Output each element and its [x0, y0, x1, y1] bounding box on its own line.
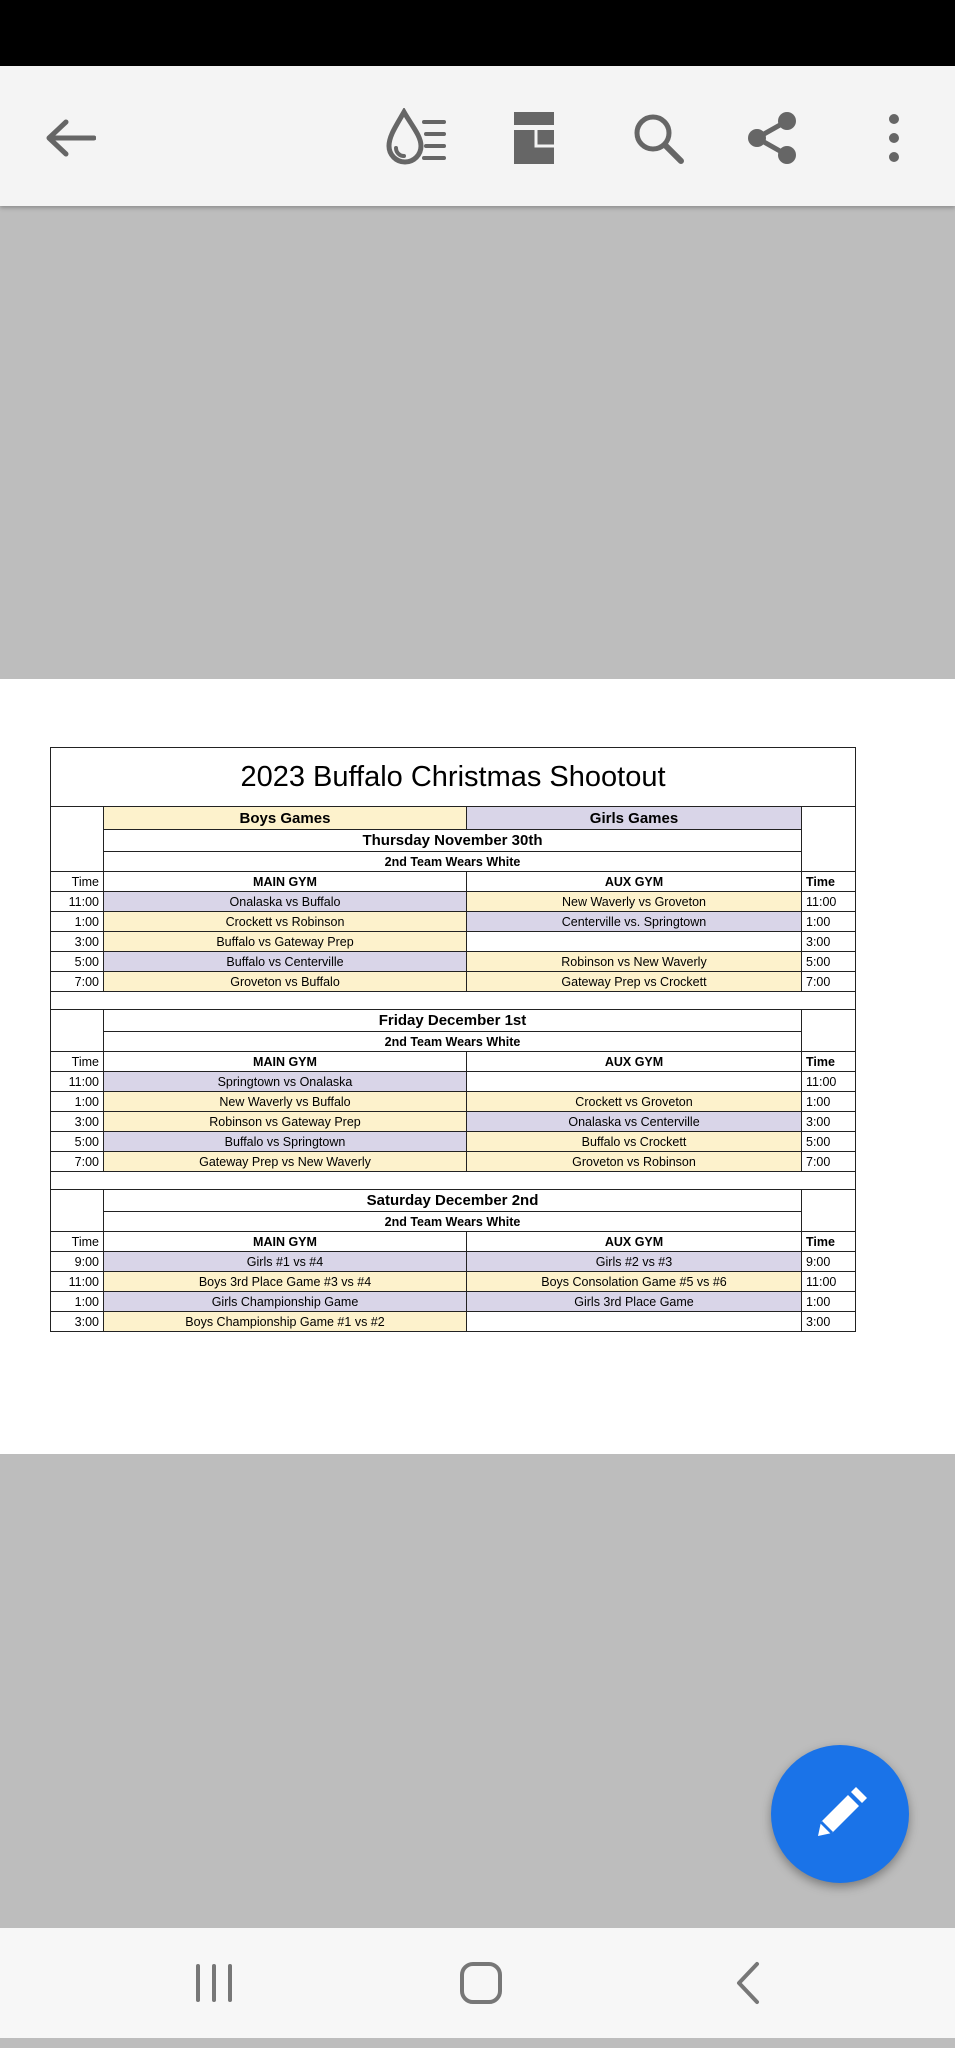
main-gym-game: Springtown vs Onalaska [104, 1072, 467, 1092]
aux-gym-game: Onalaska vs Centerville [467, 1112, 802, 1132]
time-column-header: Time [51, 1232, 104, 1252]
table-row [51, 1312, 856, 1332]
game-time: 5:00 [802, 1132, 856, 1152]
blank-cell [802, 830, 856, 852]
table-row [51, 1252, 856, 1272]
blank-cell [51, 830, 104, 852]
team-note: 2nd Team Wears White [104, 1212, 802, 1232]
game-time: 3:00 [802, 1312, 856, 1332]
game-time: 11:00 [51, 1272, 104, 1292]
aux-gym-game: Centerville vs. Springtown [467, 912, 802, 932]
day-header: Thursday November 30th [104, 830, 802, 852]
game-time: 3:00 [51, 932, 104, 952]
game-time: 1:00 [51, 912, 104, 932]
game-time: 11:00 [51, 1072, 104, 1092]
blank-cell [802, 852, 856, 872]
aux-gym-header: AUX GYM [467, 1232, 802, 1252]
back-arrow-icon[interactable] [34, 102, 106, 174]
blank-cell [802, 1032, 856, 1052]
blank-cell [51, 1032, 104, 1052]
recent-apps-icon[interactable] [174, 1950, 254, 2016]
table-row [51, 1112, 856, 1132]
game-time: 3:00 [51, 1112, 104, 1132]
main-gym-game: Crockett vs Robinson [104, 912, 467, 932]
table-row [51, 932, 856, 952]
time-column-header: Time [802, 1052, 856, 1072]
blank-cell [51, 1010, 104, 1032]
main-gym-game: Boys Championship Game #1 vs #2 [104, 1312, 467, 1332]
blank-cell [51, 807, 104, 830]
game-time: 5:00 [802, 952, 856, 972]
game-time: 1:00 [51, 1092, 104, 1112]
document-page [0, 679, 955, 1454]
edit-pencil-icon [812, 1786, 868, 1842]
game-time: 11:00 [51, 892, 104, 912]
main-gym-game: Boys 3rd Place Game #3 vs #4 [104, 1272, 467, 1292]
blank-cell [51, 1212, 104, 1232]
blank-cell [802, 1212, 856, 1232]
girls-games-header: Girls Games [467, 807, 802, 830]
game-time: 1:00 [802, 1292, 856, 1312]
blank-cell [51, 1190, 104, 1212]
game-time: 3:00 [51, 1312, 104, 1332]
document-title: 2023 Buffalo Christmas Shootout [51, 748, 856, 807]
main-gym-game: Gateway Prep vs New Waverly [104, 1152, 467, 1172]
time-column-header: Time [51, 1052, 104, 1072]
table-row [51, 1272, 856, 1292]
main-gym-game: Groveton vs Buffalo [104, 972, 467, 992]
aux-gym-game: Crockett vs Groveton [467, 1092, 802, 1112]
game-time: 9:00 [51, 1252, 104, 1272]
main-gym-game: Robinson vs Gateway Prep [104, 1112, 467, 1132]
ink-drop-list-icon[interactable] [380, 102, 452, 174]
edit-button[interactable] [771, 1745, 909, 1883]
game-time: 7:00 [51, 972, 104, 992]
main-gym-game: Buffalo vs Springtown [104, 1132, 467, 1152]
time-column-header: Time [802, 872, 856, 892]
time-column-header: Time [51, 872, 104, 892]
team-note: 2nd Team Wears White [104, 852, 802, 872]
aux-gym-game: Gateway Prep vs Crockett [467, 972, 802, 992]
game-time: 11:00 [802, 1072, 856, 1092]
table-row [51, 1092, 856, 1112]
table-row [51, 1072, 856, 1092]
system-nav-bar [0, 1928, 955, 2038]
game-time: 1:00 [802, 1092, 856, 1112]
table-row [51, 892, 856, 912]
game-time: 11:00 [802, 1272, 856, 1292]
table-row [51, 1132, 856, 1152]
aux-gym-game: Girls 3rd Place Game [467, 1292, 802, 1312]
spacer-row [51, 1172, 856, 1190]
aux-gym-header: AUX GYM [467, 1052, 802, 1072]
share-icon[interactable] [736, 102, 808, 174]
game-time: 7:00 [51, 1152, 104, 1172]
time-column-header: Time [802, 1232, 856, 1252]
aux-gym-game: Robinson vs New Waverly [467, 952, 802, 972]
blank-cell [802, 807, 856, 830]
team-note: 2nd Team Wears White [104, 1032, 802, 1052]
aux-gym-game: New Waverly vs Groveton [467, 892, 802, 912]
aux-gym-game: Boys Consolation Game #5 vs #6 [467, 1272, 802, 1292]
main-gym-header: MAIN GYM [104, 1232, 467, 1252]
main-gym-header: MAIN GYM [104, 1052, 467, 1072]
search-icon[interactable] [622, 102, 694, 174]
blank-cell [51, 852, 104, 872]
main-gym-game: Onalaska vs Buffalo [104, 892, 467, 912]
main-gym-game: Buffalo vs Gateway Prep [104, 932, 467, 952]
day-header: Friday December 1st [104, 1010, 802, 1032]
game-time: 7:00 [802, 1152, 856, 1172]
schedule-table [50, 747, 856, 1332]
table-row [51, 1152, 856, 1172]
blank-cell [802, 1190, 856, 1212]
game-time: 3:00 [802, 932, 856, 952]
nav-back-icon[interactable] [708, 1950, 788, 2016]
table-row [51, 952, 856, 972]
table-row [51, 1292, 856, 1312]
main-gym-game: Girls #1 vs #4 [104, 1252, 467, 1272]
game-time: 7:00 [802, 972, 856, 992]
main-gym-game: New Waverly vs Buffalo [104, 1092, 467, 1112]
aux-gym-game [467, 1072, 802, 1092]
status-bar [0, 0, 955, 66]
aux-gym-game: Buffalo vs Crockett [467, 1132, 802, 1152]
more-vert-icon[interactable] [858, 102, 930, 174]
game-time: 5:00 [51, 952, 104, 972]
main-gym-game: Buffalo vs Centerville [104, 952, 467, 972]
aux-gym-game [467, 1312, 802, 1332]
main-gym-header: MAIN GYM [104, 872, 467, 892]
game-time: 1:00 [802, 912, 856, 932]
game-time: 1:00 [51, 1292, 104, 1312]
aux-gym-game [467, 932, 802, 952]
game-time: 5:00 [51, 1132, 104, 1152]
home-icon[interactable] [441, 1950, 521, 2016]
boys-games-header: Boys Games [104, 807, 467, 830]
table-row [51, 972, 856, 992]
table-row [51, 912, 856, 932]
aux-gym-game: Girls #2 vs #3 [467, 1252, 802, 1272]
game-time: 11:00 [802, 892, 856, 912]
viewer-toolbar [0, 66, 955, 206]
blank-cell [802, 1010, 856, 1032]
page-layout-icon[interactable] [498, 102, 570, 174]
day-header: Saturday December 2nd [104, 1190, 802, 1212]
aux-gym-game: Groveton vs Robinson [467, 1152, 802, 1172]
spacer-row [51, 992, 856, 1010]
game-time: 3:00 [802, 1112, 856, 1132]
game-time: 9:00 [802, 1252, 856, 1272]
main-gym-game: Girls Championship Game [104, 1292, 467, 1312]
aux-gym-header: AUX GYM [467, 872, 802, 892]
